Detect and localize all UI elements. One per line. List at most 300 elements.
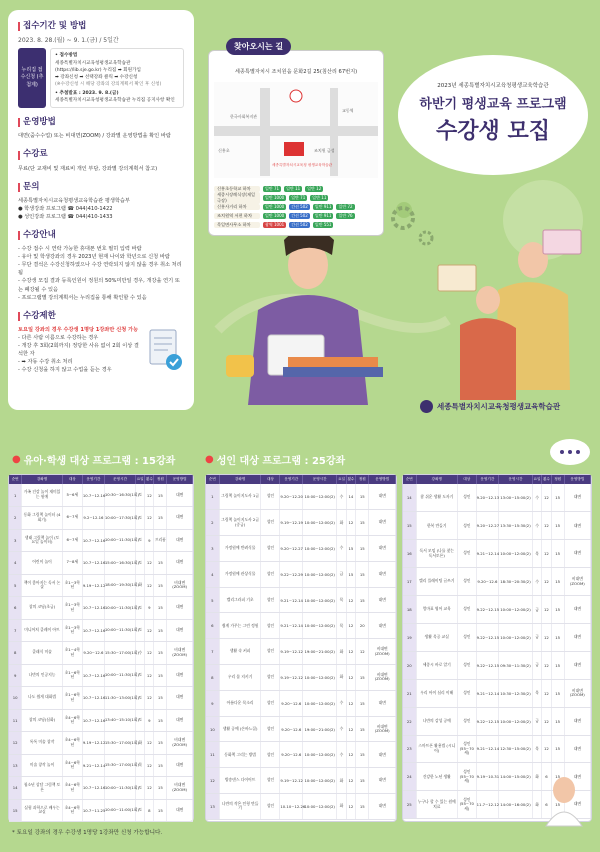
guide-list (18, 245, 184, 301)
table-header: 순번 (206, 475, 219, 484)
table-cell: 15 (356, 690, 369, 716)
table-cell: 17 (403, 568, 416, 596)
table-cell: 금 (532, 623, 541, 651)
table-cell: 12 (346, 639, 355, 665)
table-header: 횟수 (346, 475, 355, 484)
table-cell: 초4~6학년 (62, 799, 82, 822)
table-cell: 12 (542, 484, 551, 512)
bus-stop-name: 목일면사무소 하차 (214, 222, 260, 228)
table-cell: 19:00~21:00(2) (303, 716, 337, 742)
table-cell: 대면 (369, 510, 396, 536)
chat-bubble-illustration (548, 436, 594, 470)
course-name-cell: 나만의 감성 공예 (416, 707, 457, 735)
course-name-cell: 쉽게 가꾸는 그린 정원 (219, 613, 261, 639)
table-cell: 12 (145, 574, 154, 597)
table-cell: 목 (337, 613, 346, 639)
table-cell: 비대면(ZOOM) (167, 732, 193, 755)
table-cell: 11 (206, 742, 219, 768)
table-cell: 2 (206, 510, 219, 536)
org-name: 세종특별자치시교육청평생교육학습관 (437, 402, 561, 411)
method-line: 세종특별자치시교육청평생교육학습관 (55, 60, 131, 66)
course-name-cell: 가정원예 반려식물 (219, 536, 261, 562)
table-cell: 20 (403, 651, 416, 679)
guide-item: - 수강 접수 시 연락 가능한 휴대폰 번호 필히 입력 바람 (18, 245, 184, 253)
bus-chip: 일반 1000 (265, 194, 285, 200)
table-cell: 대면 (564, 763, 590, 791)
table-cell: 10:30~12:30(2) (499, 679, 533, 707)
table-cell: 수 (337, 742, 346, 768)
table-cell: 15 (154, 709, 167, 732)
table-cell: 12 (145, 754, 154, 777)
bus-row (214, 202, 378, 211)
course-name-cell: 어린이 놀이 (22, 552, 62, 575)
table-cell: 15 (154, 597, 167, 620)
table-cell: 10:00~11:30(1회) (104, 619, 135, 642)
table-cell: 15 (154, 507, 167, 530)
table-cell: 12 (542, 596, 551, 624)
course-name-cell: 가정원예 관상식물 (219, 561, 261, 587)
method-line: ➡ 강좌신청 ➡ 선택강좌 클릭 ➡ 수강신청 (55, 74, 138, 80)
table-cell: 15 (551, 791, 564, 819)
course-name-cell: 엄마표 영어 교육 (416, 596, 457, 624)
table-row (403, 623, 591, 651)
youth-table-title: ● 유아·학생 대상 프로그램 : 15강좌 (12, 454, 176, 467)
table-cell: 6~7세 (62, 529, 82, 552)
table-cell: 비대면(ZOOM) (369, 716, 396, 742)
table-cell: 대면 (564, 596, 590, 624)
table-row (403, 679, 591, 707)
course-name-cell: 나도 쉽게 대화법 (22, 687, 62, 710)
table-header: 운영기간 (82, 475, 104, 484)
operation-text: 대면(줌수수업) 또는 비대면(ZOOM) / 강좌별 운영방법을 확인 바람 (18, 133, 171, 140)
table-cell: 7 (206, 639, 219, 665)
table-cell: 15 (154, 552, 167, 575)
table-cell: 5 (9, 574, 22, 597)
table-header: 요일 (337, 475, 346, 484)
banner-title: 하반기 평생교육 프로그램 (419, 97, 567, 112)
table-cell: 15 (551, 651, 564, 679)
table-cell: 9.20~12.6 (280, 690, 303, 716)
youth-table (8, 474, 194, 822)
course-name-cell: 책이 좋아지는 독서 논술 (22, 574, 62, 597)
table-header: 운영시간 (303, 475, 337, 484)
table-cell: 9.19~12.19 (280, 510, 303, 536)
table-cell: 10:00~12:00(2) (499, 540, 533, 568)
table-cell: 13:40~15:10(1회) (104, 709, 135, 732)
table-row (206, 587, 396, 613)
table-cell: 15 (551, 512, 564, 540)
table-header: 정원 (154, 475, 167, 484)
table-cell: 초4~6학년 (62, 754, 82, 777)
table-cell: 9.19~12.12 (280, 665, 303, 691)
table-row (206, 613, 396, 639)
table-row (403, 707, 591, 735)
table-cell: 성인 (457, 484, 476, 512)
guide-heading: 수강안내 (18, 229, 184, 242)
map-label: 신흥초 (218, 148, 230, 153)
table-cell: 9.21~12.14 (476, 735, 499, 763)
table-row (403, 512, 591, 540)
course-name-cell: 캘리 플레이팅 글쓰기 (416, 568, 457, 596)
table-cell: 비대면(ZOOM) (564, 568, 590, 596)
table-cell: 대면 (369, 794, 396, 820)
table-cell: 18 (403, 596, 416, 624)
table-cell: 12 (542, 651, 551, 679)
table-cell: 대면 (369, 587, 396, 613)
table-cell: 성인 (261, 613, 280, 639)
table-cell: 금 (532, 707, 541, 735)
table-cell: 성인 (55~70세) (457, 791, 476, 819)
table-cell: 비대면(ZOOM) (167, 574, 193, 597)
table-row (403, 735, 591, 763)
course-name-cell: 미니어처 클레이 아트 (22, 619, 62, 642)
table-cell: 수 (337, 716, 346, 742)
table-cell: 목 (532, 679, 541, 707)
table-row (9, 642, 193, 665)
course-name-cell: 생활 목공 교실 (416, 623, 457, 651)
adult-table-1 (205, 474, 397, 822)
table-cell: 성인 (457, 512, 476, 540)
table-cell: 12 (356, 639, 369, 665)
table-cell: 12 (542, 735, 551, 763)
table-cell: 토 (136, 552, 145, 575)
table-cell: 12 (145, 552, 154, 575)
table-cell: 성인 (261, 665, 280, 691)
table-cell: 성인 (261, 536, 280, 562)
table-cell: 12 (9, 732, 22, 755)
table-cell: 10.7~11.25 (82, 799, 104, 822)
table-cell: 10.7~12.16 (82, 529, 104, 552)
table-cell: 18:00~19:30(1회) (104, 574, 135, 597)
table-cell: 7 (9, 619, 22, 642)
table-header: 운영방법 (564, 475, 590, 484)
table-cell: 9.20~12.6 (82, 642, 104, 665)
table-cell: 9.21~12.14 (280, 587, 303, 613)
table-cell: 9.19~12.12 (82, 732, 104, 755)
guide-item: - 유아 및 학생강좌의 경우 2023년 현재 나이와 학년으로 신청 바람 (18, 253, 184, 261)
table-cell: 목 (337, 587, 346, 613)
table-cell: 10:00~12:00(2) (303, 510, 337, 536)
course-name-cell: 청소년 상담 그림책 토론 (22, 777, 62, 800)
table-header: 운영기간 (476, 475, 499, 484)
table-cell: 토 (136, 507, 145, 530)
table-cell: 15 (356, 561, 369, 587)
table-cell: 15 (356, 716, 369, 742)
method-line: (※수강신청 시 해당 강좌의 강의계획서 확인 후 신청) (55, 81, 162, 87)
table-cell: 7~8세 (62, 552, 82, 575)
table-header: 정원 (551, 475, 564, 484)
table-cell: 목 (136, 754, 145, 777)
table-cell: 목 (532, 540, 541, 568)
org-brand (420, 400, 560, 413)
table-cell: 화 (337, 639, 346, 665)
table-cell: 9.19~10.31 (476, 763, 499, 791)
table-cell: 초4~6학년 (62, 777, 82, 800)
footnote: * 토요일 강좌의 경우 수강생 1명당 1강좌만 신청 가능합니다. (12, 830, 163, 836)
destination-marker (284, 142, 304, 156)
table-cell: 성인 (457, 568, 476, 596)
table-cell: 12 (145, 777, 154, 800)
table-cell: 12 (542, 707, 551, 735)
table-cell: 12 (145, 484, 154, 507)
table-cell: 토 (136, 597, 145, 620)
table-header: 운영방법 (167, 475, 193, 484)
table-cell: 10:00~11:30(1회) (104, 777, 135, 800)
table-cell: 9.21~12.14 (280, 613, 303, 639)
bus-chip: 일반 71 (265, 185, 280, 191)
table-cell: 화 (532, 763, 541, 791)
table-cell: 9.19~12.12 (280, 639, 303, 665)
table-row (9, 709, 193, 732)
table-row (206, 768, 396, 794)
location-map (214, 82, 378, 178)
table-cell: 10:00~12:00(2) (499, 596, 533, 624)
table-cell: 대면 (167, 597, 193, 620)
period-heading: 접수기간 및 방법 (18, 20, 184, 33)
table-cell: 10:00~12:00(2) (303, 665, 337, 691)
table-cell: 10:00~17:30(1회) (104, 507, 135, 530)
table-cell: 수 (337, 690, 346, 716)
table-cell: 15 (551, 484, 564, 512)
table-cell: 대면 (167, 687, 193, 710)
table-cell: 대면 (167, 709, 193, 732)
course-name-cell: 우리 몸 지키기 (219, 665, 261, 691)
table-cell: 9.19~12.12 (82, 574, 104, 597)
course-name-cell: 동화책 그리는 방법 (219, 742, 261, 768)
table-header: 대상 (62, 475, 82, 484)
course-name-cell: 스마트폰 활용법 (시니어) (416, 735, 457, 763)
table-cell: 15 (551, 763, 564, 791)
table-header: 강좌명 (219, 475, 261, 484)
table-cell: 대면 (564, 484, 590, 512)
bus-stop-name: 신흥초등학교 하차 (214, 186, 260, 192)
table-cell: 화 (337, 794, 346, 820)
table-cell: 24 (403, 763, 416, 791)
adult-table-title: ● 성인 대상 프로그램 : 25강좌 (205, 454, 346, 467)
table-row (206, 510, 396, 536)
table-header: 요일 (136, 475, 145, 484)
table-cell: 수 (136, 642, 145, 665)
table-cell: 6~7세 (62, 507, 82, 530)
table-header: 강좌명 (22, 475, 62, 484)
table-cell: 대면 (564, 707, 590, 735)
table-cell: 15 (356, 768, 369, 794)
table-cell: 성인 (261, 716, 280, 742)
course-name-cell: 누구나 할 수 있는 원예 치료 (416, 791, 457, 819)
table-cell: 대면 (564, 735, 590, 763)
table-cell: 대면 (167, 754, 193, 777)
table-cell: 화 (532, 791, 541, 819)
table-cell: 9.20~12.6 (280, 716, 303, 742)
table-cell: 9.21~12.14 (476, 679, 499, 707)
table-cell: 9 (145, 529, 154, 552)
table-row (403, 651, 591, 679)
table-header: 운영시간 (104, 475, 135, 484)
table-cell: 5 (206, 587, 219, 613)
location-title: 찾아오시는 길 (226, 38, 291, 55)
bus-list (214, 184, 378, 229)
table-cell: 초1~3학년 (62, 597, 82, 620)
table-cell: 15 (356, 536, 369, 562)
course-name-cell: 방송댄스 다이어트 (219, 768, 261, 794)
table-cell: 성인 (261, 561, 280, 587)
table-cell: 성인 (261, 510, 280, 536)
table-cell: 12 (346, 613, 355, 639)
map-label: 한국사회복지관 (230, 114, 258, 119)
bus-chip: 일반 72 (338, 203, 353, 209)
table-cell: 12 (145, 619, 154, 642)
bus-chip: 일반 1000 (265, 212, 285, 218)
table-cell: 10.7~12.16 (82, 664, 104, 687)
course-name-cell: 실험 과학으로 배우는 교실 (22, 799, 62, 822)
restrict-list (18, 334, 140, 374)
table-cell: 초4~6학년 (62, 732, 82, 755)
table-cell: 대면 (369, 690, 396, 716)
table-row (9, 529, 193, 552)
table-cell: 15 (9, 799, 22, 822)
table-cell: 9.22~12.15 (476, 651, 499, 679)
table-header: 정원 (356, 475, 369, 484)
table-cell: 25 (403, 791, 416, 819)
table-cell: 14 (9, 777, 22, 800)
table-row (206, 484, 396, 510)
table-cell: 15 (346, 561, 355, 587)
table-cell: 9 (206, 690, 219, 716)
table-cell: 10.7~12.16 (82, 687, 104, 710)
table-cell: 9.22~12.15 (476, 707, 499, 735)
course-name-cell: 창의 코딩(심화) (22, 709, 62, 732)
table-row (9, 619, 193, 642)
table-cell: 14 (346, 484, 355, 510)
fee-heading: 수강료 (18, 148, 184, 161)
table-cell: 대면 (167, 529, 193, 552)
table-cell: 13 (9, 754, 22, 777)
bus-row (214, 220, 378, 229)
table-cell: 12 (542, 568, 551, 596)
course-name-cell: 그림책 놀이지도사 1급 (219, 484, 261, 510)
table-cell: 15:30~17:00(1회) (104, 732, 135, 755)
table-cell: 10:00~12:00(2) (303, 768, 337, 794)
table-row (206, 639, 396, 665)
table-cell: 토 (136, 687, 145, 710)
table-cell: 9.2~12.16 (82, 507, 104, 530)
table-row (9, 799, 193, 822)
table-cell: 6 (9, 597, 22, 620)
table-cell: 10:00~12:00(2) (303, 613, 337, 639)
table-cell: 성인 (261, 587, 280, 613)
table-cell: 수 (532, 484, 541, 512)
table-cell: 10.10~12.26 (280, 794, 303, 820)
bus-stop-name: 세종시장례식장(제일극장) (214, 192, 260, 204)
table-cell: 9.20~12.27 (476, 512, 499, 540)
table-cell: 성인 (261, 639, 280, 665)
table-row (9, 484, 193, 507)
table-cell: 10:00~12:00(2) (499, 707, 533, 735)
table-cell: 성인 (261, 742, 280, 768)
table-cell: 12 (145, 732, 154, 755)
table-cell: 10:00~11:30(1회) (104, 529, 135, 552)
table-cell: 3 (9, 529, 22, 552)
table-cell: 15:30~17:00(1회) (104, 754, 135, 777)
table-cell: 2 (9, 507, 22, 530)
org-logo-icon (420, 400, 433, 413)
course-name-cell: 미술 창작 놀이 (22, 754, 62, 777)
course-name-cell: 생활 속 커피 (219, 639, 261, 665)
table-cell: 15 (551, 596, 564, 624)
table-row (206, 536, 396, 562)
table-row (9, 507, 193, 530)
table-header: 횟수 (542, 475, 551, 484)
contact-line: ● 학생강좌 프로그램 ☎ 044)410-1422 (18, 205, 113, 212)
table-cell: 대면 (369, 742, 396, 768)
table-cell: 13 (206, 794, 219, 820)
table-cell: 10.7~12.16 (82, 619, 104, 642)
table-cell: 금 (532, 651, 541, 679)
table-cell: 4 (9, 552, 22, 575)
table-cell: 대면 (167, 799, 193, 822)
table-cell: 10:00~11:30(1회) (104, 664, 135, 687)
table-cell: 15 (154, 687, 167, 710)
course-name-cell: 아름다운 목소리 (219, 690, 261, 716)
table-cell: 12 (346, 794, 355, 820)
table-cell: 성인 (261, 690, 280, 716)
table-cell: 토 (136, 799, 145, 822)
table-cell: 14:00~16:00(2) (499, 791, 533, 819)
table-cell: 초1~3학년 (62, 619, 82, 642)
fee-text: 무료(단 교재비 및 재료비 개인 부담, 강좌별 강의계획서 참고) (18, 165, 158, 172)
guide-item: - 프로그램별 강의계획서는 누리집을 통해 확인할 수 있음 (18, 294, 184, 302)
table-cell: 15 (551, 568, 564, 596)
method-title: • 접수방법 (55, 53, 78, 59)
bus-chip: 간선 502 (291, 221, 308, 227)
table-header: 운영방법 (369, 475, 396, 484)
table-cell: 12 (542, 679, 551, 707)
course-name-cell: 클래식 미술 (22, 642, 62, 665)
table-cell: 8 (9, 642, 22, 665)
table-cell: 10:00~12:00(2) (303, 536, 337, 562)
table-header: 운영시간 (499, 475, 533, 484)
table-cell: 20 (356, 613, 369, 639)
table-cell: 4 (206, 561, 219, 587)
table-cell: 15 (154, 777, 167, 800)
table-cell: 15 (154, 484, 167, 507)
table-cell: 초1~4학년 (62, 642, 82, 665)
map-label: 교동역 (342, 108, 354, 113)
table-cell: 10.7~12.16 (82, 777, 104, 800)
bus-row (214, 211, 378, 220)
table-cell: 대면 (369, 768, 396, 794)
table-cell: 11 (9, 709, 22, 732)
course-name-cell: 톡톡 미술 창작 (22, 732, 62, 755)
bus-chip: 일반 551 (314, 221, 332, 227)
table-cell: 15 (356, 587, 369, 613)
course-name-cell: 가족 건강 놀이 재미있는 원예 (22, 484, 62, 507)
table-cell: 15 (356, 665, 369, 691)
table-cell: 15 (154, 619, 167, 642)
table-cell: 8 (206, 665, 219, 691)
bus-chip: 일반 11 (286, 185, 301, 191)
contact-org: 세종특별자치시교육청평생교육학습관 평생학습부 (18, 197, 130, 204)
table-cell: 대면 (564, 540, 590, 568)
table-cell: 수 (337, 536, 346, 562)
course-name-cell: 독서 모임 (나를 찾는 독서토론) (416, 540, 457, 568)
table-row (9, 687, 193, 710)
table-row (403, 568, 591, 596)
table-cell: 대면 (564, 651, 590, 679)
table-cell: 토 (136, 777, 145, 800)
table-cell: 9.21~12.14 (82, 754, 104, 777)
table-cell: 성인 (261, 768, 280, 794)
